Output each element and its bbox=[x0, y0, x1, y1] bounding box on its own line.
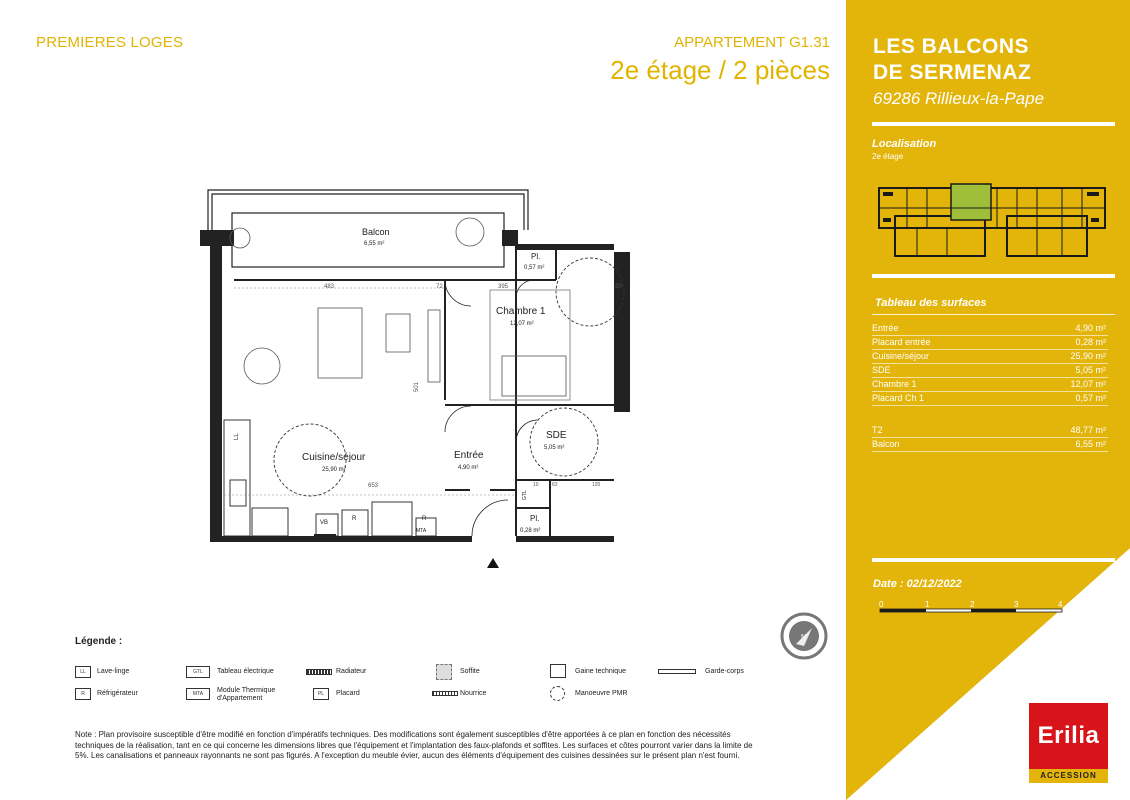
room-name-entree: Entrée bbox=[454, 450, 484, 461]
scale-tick-label: 1 bbox=[925, 600, 930, 609]
panel-divider bbox=[872, 274, 1115, 278]
surface-label: T2 bbox=[872, 425, 883, 435]
erilia-logo bbox=[1029, 703, 1108, 783]
fixture-label-mta: MTA bbox=[416, 528, 427, 534]
localisation-title: Localisation bbox=[872, 138, 937, 150]
legend-code-box: MTA bbox=[186, 688, 210, 700]
soffit-icon bbox=[436, 664, 452, 680]
fixture-label-gtl: GTL bbox=[522, 490, 528, 500]
apartment-header bbox=[610, 34, 830, 86]
surface-value: 48,77 m² bbox=[1070, 425, 1106, 435]
dimension-label: 72 bbox=[436, 284, 443, 290]
localisation-floor: 2e étage bbox=[872, 152, 904, 161]
fixture-label-r: R bbox=[352, 516, 357, 522]
surface-label: Chambre 1 bbox=[872, 379, 917, 389]
room-area-balcon: 6,55 m² bbox=[364, 241, 385, 247]
surface-label: Entrée bbox=[872, 323, 899, 333]
guardrail-icon bbox=[658, 669, 696, 674]
surface-total-row bbox=[872, 424, 1108, 438]
surfaces-divider bbox=[872, 314, 1115, 315]
panel-divider bbox=[872, 558, 1115, 562]
room-name-chambre: Chambre 1 bbox=[496, 306, 546, 317]
room-name-placard-entree: Pl. bbox=[530, 514, 540, 523]
scale-tick-label: 0 bbox=[879, 600, 884, 609]
dimension-label: 63 bbox=[552, 482, 558, 488]
north-compass bbox=[780, 612, 828, 660]
apartment-highlight bbox=[951, 184, 991, 220]
room-area-cuisine: 25,90 m² bbox=[322, 467, 346, 473]
surface-label: Cuisine/séjour bbox=[872, 351, 930, 361]
fixture-label-vb: VB bbox=[320, 520, 329, 526]
legend-label: Soffite bbox=[460, 668, 480, 675]
legend-code-box: GTL bbox=[186, 666, 210, 678]
room-name-placard-ch: Pl. bbox=[531, 252, 541, 261]
legend-label: Nourrice bbox=[460, 690, 487, 697]
legend-code-box: LL bbox=[75, 666, 91, 678]
surface-row bbox=[872, 350, 1108, 364]
scale-tick-label: 3 bbox=[1014, 600, 1019, 609]
dimension-label: 483 bbox=[324, 284, 335, 290]
apartment-label: APPARTEMENT G1.31 bbox=[674, 34, 830, 51]
legend-code-box: R bbox=[75, 688, 91, 700]
surface-value: 6,55 m² bbox=[1075, 439, 1106, 449]
legend-label: Tableau électrique bbox=[217, 668, 274, 675]
legend-title: Légende : bbox=[75, 636, 123, 647]
surface-row bbox=[872, 336, 1108, 350]
surface-value: 0,57 m² bbox=[1075, 393, 1106, 403]
scale-tick-label: 4 bbox=[1058, 600, 1063, 609]
manifold-icon bbox=[432, 691, 458, 696]
radiator-icon bbox=[306, 669, 332, 675]
scale-tick-label: 2 bbox=[970, 600, 975, 609]
surface-label: Balcon bbox=[872, 439, 900, 449]
dimension-label: 501 bbox=[414, 381, 420, 392]
fixture-label-r2: R bbox=[422, 516, 427, 522]
surface-label: Placard Ch 1 bbox=[872, 393, 925, 403]
room-area-placard-entree: 0,28 m² bbox=[520, 528, 541, 534]
legend-label: Garde-corps bbox=[705, 668, 744, 675]
compass-label: N bbox=[801, 634, 807, 641]
logo-tagline: ACCESSION bbox=[1029, 769, 1108, 783]
dimension-label: 395 bbox=[498, 284, 509, 290]
surface-row bbox=[872, 364, 1108, 378]
floor-plan bbox=[190, 180, 650, 580]
plan-date: Date : 02/12/2022 bbox=[873, 578, 962, 590]
fixture-label-ll: LL bbox=[234, 433, 240, 440]
legend-code-box: PL bbox=[313, 688, 329, 700]
scale-bar bbox=[877, 598, 1067, 618]
legend-label: Module Thermique d'Appartement bbox=[217, 687, 276, 702]
legend-label: Réfrigérateur bbox=[97, 690, 138, 697]
room-name-balcon: Balcon bbox=[362, 227, 390, 237]
dimension-label: 120 bbox=[592, 482, 601, 488]
dimension-label: 20 bbox=[615, 284, 622, 290]
legend-label: Manoeuvre PMR bbox=[575, 690, 628, 697]
residence-city: 69286 Rillieux-la-Pape bbox=[873, 89, 1045, 108]
surface-value: 4,90 m² bbox=[1075, 323, 1106, 333]
room-area-sde: 5,05 m² bbox=[544, 445, 565, 451]
surface-value: 0,28 m² bbox=[1075, 337, 1106, 347]
surface-value: 12,07 m² bbox=[1070, 379, 1106, 389]
disclaimer-note: Note : Plan provisoire susceptible d'être modifié en fonction d'impératifs techniques. Des modifications sont également susceptibles d'être apportées à ce plan en fonction des nécessités techniques de la réalisation, tant en ce qui concerne les dimensions libres que l'équipement et l'implantation des faux-plafonds et soffites. Les surfaces et côtes pourront varier dans la limite de 5%. Les canalisations et panneaux rayonnants ne sont pas figurés. A l'exception du meuble évier, aucun des éléments d'équipement des cuisines dessinées sur le présent plan n'est fourni. bbox=[75, 730, 753, 760]
technical-duct-icon bbox=[550, 664, 566, 678]
surface-row bbox=[872, 392, 1108, 406]
program-name: PREMIERES LOGES bbox=[36, 34, 184, 51]
legend-label: Placard bbox=[336, 690, 360, 697]
room-area-placard-ch: 0,57 m² bbox=[524, 265, 545, 271]
panel-divider bbox=[872, 122, 1115, 126]
surface-label: SDE bbox=[872, 365, 891, 375]
floor-rooms-label: 2e étage / 2 pièces bbox=[610, 55, 830, 85]
surface-total-row bbox=[872, 438, 1108, 452]
legend-label: Radiateur bbox=[336, 668, 367, 675]
dimension-label: 10 bbox=[533, 482, 539, 488]
logo-brand: Erilia bbox=[1029, 703, 1108, 769]
pmr-circle-icon bbox=[550, 686, 565, 701]
room-area-chambre: 12,07 m² bbox=[510, 321, 534, 327]
residence-name-line2: DE SERMENAZ bbox=[873, 61, 1032, 84]
surface-value: 25,90 m² bbox=[1070, 351, 1106, 361]
surface-label: Placard entrée bbox=[872, 337, 931, 347]
dimension-label: 653 bbox=[368, 483, 379, 489]
building-location-map bbox=[877, 178, 1109, 260]
surface-row bbox=[872, 378, 1108, 392]
entrance-arrow bbox=[487, 558, 499, 568]
room-name-cuisine: Cuisine/séjour bbox=[302, 452, 366, 463]
surfaces-title: Tableau des surfaces bbox=[875, 297, 987, 309]
residence-name-line1: LES BALCONS bbox=[873, 35, 1030, 58]
legend-label: Gaine technique bbox=[575, 668, 626, 675]
surface-value: 5,05 m² bbox=[1075, 365, 1106, 375]
room-area-entree: 4,90 m² bbox=[458, 465, 479, 471]
residence-name bbox=[873, 34, 1031, 86]
surface-row bbox=[872, 322, 1108, 336]
legend-label: Lave-linge bbox=[97, 668, 130, 675]
room-name-sde: SDE bbox=[546, 430, 567, 441]
